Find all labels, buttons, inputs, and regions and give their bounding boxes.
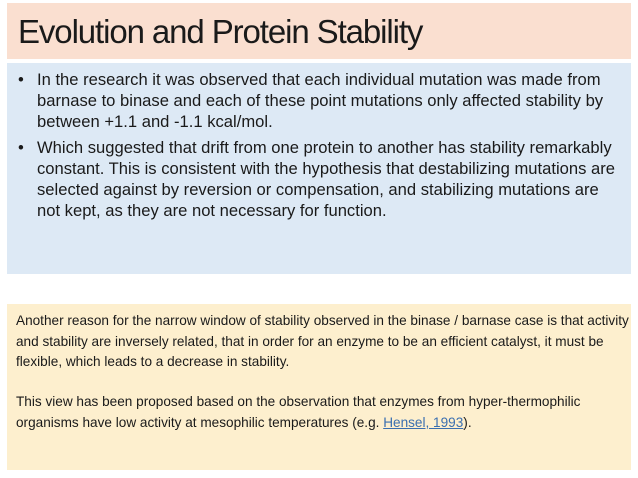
note-paragraph-citation — [16, 392, 630, 433]
bullet-text: In the research it was observed that each individual mutation was made from barnase to binase and each of these point mutations only affected stability by between +1.1 and -1.1 kcal/mol. — [37, 70, 604, 131]
note-panel — [7, 304, 631, 470]
bullet-dot-icon: • — [18, 70, 24, 89]
bullet-panel — [7, 63, 631, 274]
bullet-dot-icon: • — [18, 138, 24, 157]
bullet-item — [18, 69, 624, 132]
note-text-end: ). — [463, 414, 472, 430]
title-banner — [7, 3, 631, 59]
bullet-list — [18, 69, 624, 226]
note-text: This view has been proposed based on the observation that enzymes from hyper-thermophilic organisms have low activity at mesophilic temperatures (e.g. — [16, 394, 581, 430]
bullet-text: Which suggested that drift from one protein to another has stability remarkably constant. This is consistent with the hypothesis that destabilizing mutations are selected against by reversion or compensation, and stabilizing mutations are not kept, as they are not necessary for function. — [37, 138, 616, 220]
citation-link[interactable]: Hensel, 1993 — [383, 414, 464, 430]
bullet-item — [18, 137, 624, 221]
slide-title: Evolution and Protein Stability — [18, 13, 423, 50]
note-paragraph: Another reason for the narrow window of stability observed in the binase / barnase case is that activity and stability are inversely related, that in order for an enzyme to be an efficient catalyst, it must be flexible, which leads to a decrease in stability. — [16, 313, 629, 369]
